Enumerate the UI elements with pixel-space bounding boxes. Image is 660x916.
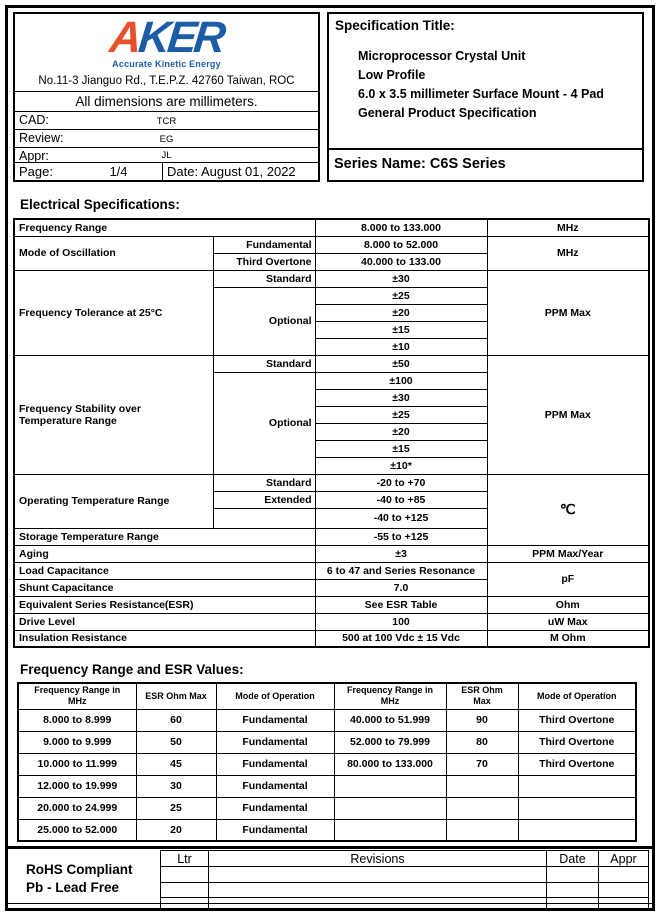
esr-cell: Fundamental: [216, 753, 334, 775]
table-row: [14, 270, 649, 287]
esr-cell: 25.000 to 52.000: [18, 819, 136, 841]
temperature-unit: ℃: [487, 474, 649, 545]
esr-cell: 10.000 to 11.999: [18, 753, 136, 775]
aging-value: ±3: [315, 545, 487, 562]
esr-row: [18, 709, 636, 731]
esr-cell: Fundamental: [216, 775, 334, 797]
esr-cell: 20: [136, 819, 216, 841]
esr-unit: Ohm: [487, 596, 649, 613]
spec-title-line-4: General Product Specification: [358, 106, 537, 120]
operating-label: Operating Temperature Range: [14, 474, 213, 528]
tolerance-standard-value: ±30: [315, 270, 487, 287]
stability-label-line1: Frequency Stability over: [19, 402, 141, 415]
operating-blank-cell: [213, 508, 315, 528]
stability-standard-label: Standard: [213, 355, 315, 372]
stability-label-line2: Temperature Range: [19, 414, 117, 427]
esr-col-header: ESR Ohm Max: [136, 683, 216, 709]
esr-cell: 45: [136, 753, 216, 775]
page-row-divider: [162, 163, 163, 180]
revision-cell: [209, 867, 547, 883]
esr-cell: 70: [446, 753, 518, 775]
esr-cell: [518, 819, 636, 841]
esr-label: Equivalent Series Resistance(ESR): [14, 596, 315, 613]
review-label: Review:: [19, 131, 64, 145]
drive-level-value: 100: [315, 613, 487, 630]
spec-title-lines: [358, 47, 642, 123]
date-value: Date: August 01, 2022: [167, 164, 296, 179]
company-logo: [15, 14, 318, 72]
spec-title-box: [327, 12, 644, 182]
esr-row: [18, 753, 636, 775]
aker-logo-wordmark: [107, 13, 226, 62]
operating-extended-value: -40 to +85: [315, 491, 487, 508]
esr-cell: [334, 819, 446, 841]
revision-cell: [209, 883, 547, 898]
shunt-cap-value: 7.0: [315, 579, 487, 596]
esr-col-header: Frequency Range in MHz: [18, 683, 136, 709]
cad-value: TCR: [156, 116, 177, 127]
spec-title-line-3: 6.0 x 3.5 millimeter Surface Mount - 4 Pad: [358, 87, 604, 101]
esr-col-header: Mode of Operation: [518, 683, 636, 709]
logo-tagline: Accurate Kinetic Energy: [112, 59, 221, 69]
date-header: Date: [547, 851, 599, 867]
ltr-header: Ltr: [161, 851, 209, 867]
footer-divider: [8, 846, 652, 849]
review-row: [15, 129, 318, 147]
esr-cell: 60: [136, 709, 216, 731]
tolerance-opt-value: ±20: [315, 304, 487, 321]
tolerance-standard-label: Standard: [213, 270, 315, 287]
esr-cell: [334, 775, 446, 797]
table-row: [14, 630, 649, 647]
revisions-header-row: [161, 851, 649, 867]
revisions-header: Revisions: [209, 851, 547, 867]
cad-label: CAD:: [19, 113, 49, 127]
storage-value: -55 to +125: [315, 528, 487, 545]
esr-cell: 8.000 to 8.999: [18, 709, 136, 731]
esr-row: [18, 819, 636, 841]
revisions-table: [160, 850, 649, 909]
esr-cell: 30: [136, 775, 216, 797]
page-number: 1/4: [109, 164, 128, 179]
esr-cell: Third Overtone: [518, 753, 636, 775]
esr-value: See ESR Table: [315, 596, 487, 613]
stability-standard-value: ±50: [315, 355, 487, 372]
spec-title-line-2: Low Profile: [358, 68, 426, 82]
insulation-label: Insulation Resistance: [14, 630, 315, 647]
table-row: [14, 545, 649, 562]
insulation-unit: M Ohm: [487, 630, 649, 647]
shunt-cap-label: Shunt Capacitance: [14, 579, 315, 596]
appr-label: Appr:: [19, 149, 49, 162]
esr-cell: 50: [136, 731, 216, 753]
esr-cell: 20.000 to 24.999: [18, 797, 136, 819]
tolerance-opt-value: ±25: [315, 287, 487, 304]
tolerance-opt-value: ±10: [315, 338, 487, 355]
stability-opt-value: ±100: [315, 372, 487, 389]
capacitance-unit: pF: [487, 562, 649, 596]
stability-opt-value: ±15: [315, 440, 487, 457]
electrical-specs-table: [13, 218, 650, 648]
tolerance-unit: PPM Max: [487, 270, 649, 355]
tolerance-label: Frequency Tolerance at 25°C: [14, 270, 213, 355]
esr-cell: [446, 797, 518, 819]
esr-cell: [518, 775, 636, 797]
tolerance-opt-value: ±15: [315, 321, 487, 338]
freq-range-unit: MHz: [487, 219, 649, 236]
revision-cell: [599, 867, 649, 883]
table-row: [14, 596, 649, 613]
revision-cell: [547, 883, 599, 898]
esr-col-header: Frequency Range in MHz: [334, 683, 446, 709]
stability-unit: PPM Max: [487, 355, 649, 474]
stability-opt-value: ±25: [315, 406, 487, 423]
esr-cell: 52.000 to 79.999: [334, 731, 446, 753]
table-row: [14, 355, 649, 372]
revision-cell: [599, 883, 649, 898]
load-cap-value: 6 to 47 and Series Resonance: [315, 562, 487, 579]
esr-values-heading: Frequency Range and ESR Values:: [20, 662, 244, 677]
esr-row: [18, 775, 636, 797]
table-row: [14, 613, 649, 630]
esr-cell: Fundamental: [216, 797, 334, 819]
revision-cell: [161, 883, 209, 898]
review-value: EG: [159, 134, 174, 145]
stability-label: [14, 355, 213, 474]
operating-row3-value: -40 to +125: [315, 508, 487, 528]
mode-fundamental-label: Fundamental: [213, 236, 315, 253]
load-cap-label: Load Capacitance: [14, 562, 315, 579]
logo-letters-ker: KER: [136, 13, 226, 62]
page-label: Page:: [19, 164, 53, 179]
rohs-line-2: Pb - Lead Free: [26, 880, 120, 895]
footer-bottom-line: [8, 903, 652, 904]
esr-row: [18, 731, 636, 753]
page-row: [15, 162, 318, 180]
esr-cell: [334, 797, 446, 819]
esr-cell: 25: [136, 797, 216, 819]
drive-level-unit: uW Max: [487, 613, 649, 630]
appr-header: Appr: [599, 851, 649, 867]
esr-cell: [446, 775, 518, 797]
stability-optional-label: Optional: [213, 372, 315, 474]
esr-cell: 12.000 to 19.999: [18, 775, 136, 797]
esr-cell: Fundamental: [216, 731, 334, 753]
revisions-empty-row: [161, 867, 649, 883]
esr-cell: 9.000 to 9.999: [18, 731, 136, 753]
company-info-box: [13, 12, 320, 182]
stability-opt-value: ±20: [315, 423, 487, 440]
appr-value: JL: [161, 150, 172, 161]
mode-overtone-label: Third Overtone: [213, 253, 315, 270]
drive-level-label: Drive Level: [14, 613, 315, 630]
cad-row: [15, 111, 318, 129]
electrical-specs-heading: Electrical Specifications:: [20, 197, 180, 212]
stability-opt-value: ±30: [315, 389, 487, 406]
revisions-empty-row: [161, 883, 649, 898]
dimensions-note: All dimensions are millimeters.: [15, 91, 318, 111]
aging-label: Aging: [14, 545, 315, 562]
table-row: [14, 474, 649, 491]
logo-letter-a: A: [107, 13, 142, 62]
esr-cell: [446, 819, 518, 841]
operating-extended-label: Extended: [213, 491, 315, 508]
revision-cell: [547, 867, 599, 883]
operating-standard-label: Standard: [213, 474, 315, 491]
company-address: No.11-3 Jianguo Rd., T.E.P.Z. 42760 Taiwan, ROC: [38, 75, 295, 87]
mode-unit: MHz: [487, 236, 649, 270]
esr-cell: Fundamental: [216, 819, 334, 841]
esr-cell: Third Overtone: [518, 731, 636, 753]
aging-unit: PPM Max/Year: [487, 545, 649, 562]
esr-cell: Fundamental: [216, 709, 334, 731]
table-row: [14, 219, 649, 236]
esr-col-header: Mode of Operation: [216, 683, 334, 709]
freq-range-value: 8.000 to 133.000: [315, 219, 487, 236]
appr-row: [15, 147, 318, 162]
stability-opt-value: ±10*: [315, 457, 487, 474]
insulation-value: 500 at 100 Vdc ± 15 Vdc: [315, 630, 487, 647]
esr-cell: 40.000 to 51.999: [334, 709, 446, 731]
esr-cell: 90: [446, 709, 518, 731]
rohs-note: [26, 861, 133, 897]
mode-overtone-value: 40.000 to 133.00: [315, 253, 487, 270]
esr-cell: 80.000 to 133.000: [334, 753, 446, 775]
esr-values-table: [17, 682, 637, 842]
esr-cell: Third Overtone: [518, 709, 636, 731]
revision-cell: [161, 867, 209, 883]
esr-cell: [518, 797, 636, 819]
tolerance-optional-label: Optional: [213, 287, 315, 355]
freq-range-label: Frequency Range: [14, 219, 315, 236]
table-row: [14, 236, 649, 253]
esr-cell: 80: [446, 731, 518, 753]
esr-header-row: [18, 683, 636, 709]
spec-title-line-1: Microprocessor Crystal Unit: [358, 49, 526, 63]
esr-row: [18, 797, 636, 819]
operating-standard-value: -20 to +70: [315, 474, 487, 491]
rohs-line-1: RoHS Compliant: [26, 862, 133, 877]
series-name: Series Name: C6S Series: [329, 148, 642, 180]
storage-label: Storage Temperature Range: [14, 528, 315, 545]
spec-title-label: Specification Title:: [335, 18, 455, 33]
esr-col-header: ESR Ohm Max: [446, 683, 518, 709]
table-row: [14, 562, 649, 579]
mode-fundamental-value: 8.000 to 52.000: [315, 236, 487, 253]
mode-label: Mode of Oscillation: [14, 236, 213, 270]
